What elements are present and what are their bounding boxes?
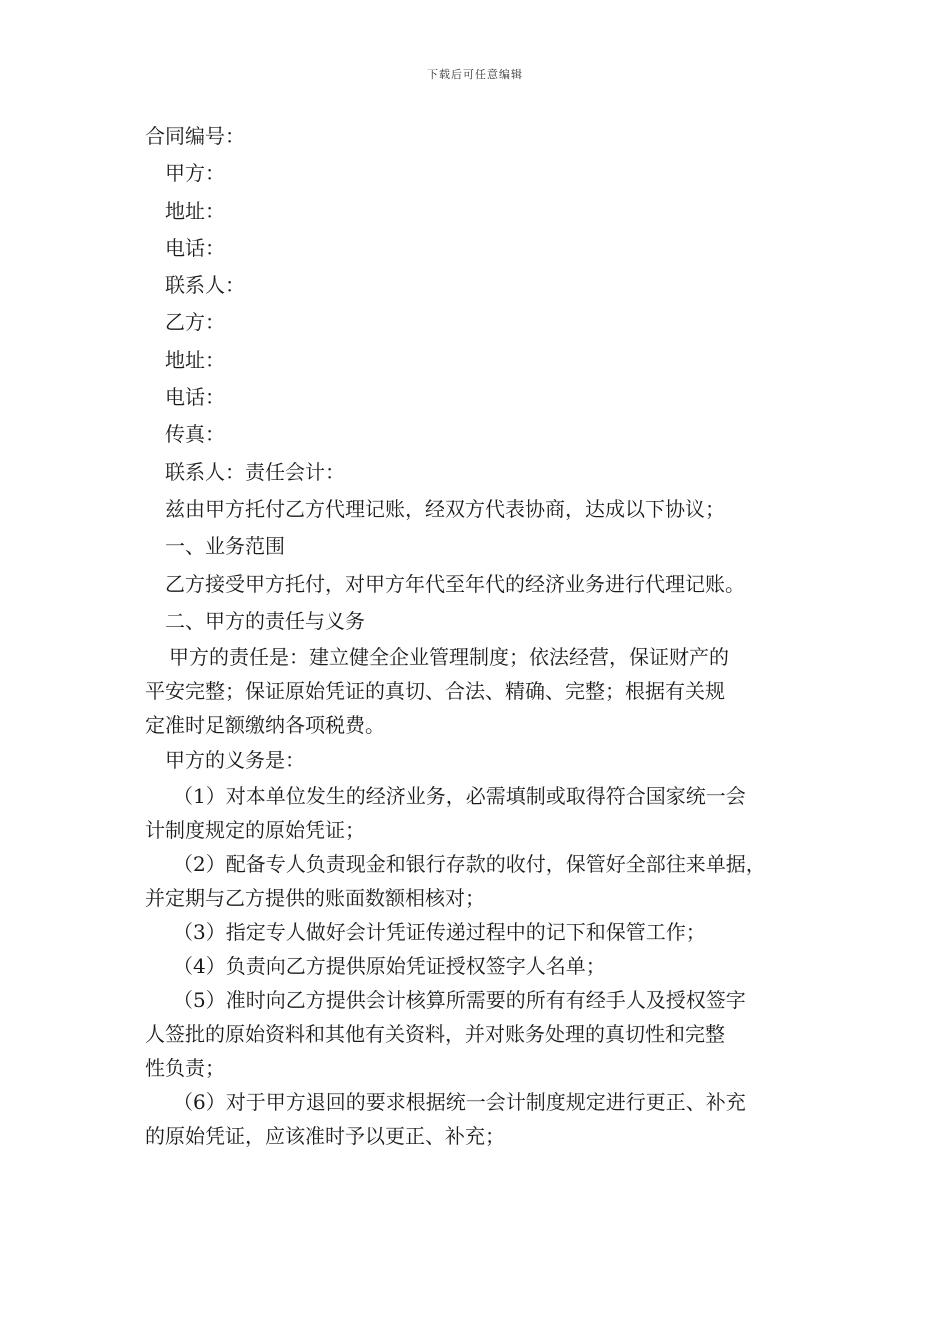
obligation-item-2 bbox=[145, 847, 815, 915]
obligation-line: 计制度规定的原始凭证； bbox=[145, 818, 365, 843]
party-b-address: 地址： bbox=[165, 347, 225, 372]
party-b-title: 乙方： bbox=[165, 310, 225, 335]
obligation-item-4 bbox=[145, 949, 815, 983]
obligation-line: （1）对本单位发生的经济业务，必需填制或取得符合国家统一会 bbox=[173, 784, 746, 809]
party-a-title: 甲方： bbox=[165, 161, 225, 186]
party-a-address: 地址： bbox=[165, 198, 225, 223]
obligation-line: （5）准时向乙方提供会计核算所需要的所有有经手人及授权签字 bbox=[173, 988, 746, 1013]
party-b-phone: 电话： bbox=[165, 385, 225, 410]
party-b-fax: 传真： bbox=[165, 422, 225, 447]
obligation-line: 人签批的原始资料和其他有关资料，并对账务处理的真切性和完整 bbox=[145, 1022, 725, 1047]
party-a-contact: 联系人： bbox=[165, 273, 245, 298]
obligation-line: 并定期与乙方提供的账面数额相核对； bbox=[145, 886, 485, 911]
party-a-responsibility-paragraph bbox=[145, 640, 815, 742]
obligation-line: （4）负责向乙方提供原始凭证授权签字人名单； bbox=[173, 954, 606, 979]
obligation-item-6 bbox=[145, 1085, 815, 1153]
obligation-item-5 bbox=[145, 983, 815, 1085]
responsibility-line: 甲方的责任是：建立健全企业管理制度；依法经营，保证财产的 bbox=[169, 645, 729, 670]
party-a-phone: 电话： bbox=[165, 235, 225, 260]
page-header-note: 下载后可任意编辑 bbox=[427, 68, 523, 81]
obligation-heading: 甲方的义务是： bbox=[165, 748, 305, 773]
obligation-line: （3）指定专人做好会计凭证传递过程中的记下和保管工作； bbox=[173, 920, 706, 945]
section-2-heading: 二、甲方的责任与义务 bbox=[165, 608, 365, 633]
obligation-line: （6）对于甲方退回的要求根据统一会计制度规定进行更正、补充 bbox=[173, 1090, 746, 1115]
contract-body bbox=[145, 118, 815, 1153]
responsibility-line: 平安完整；保证原始凭证的真切、合法、精确、完整；根据有关规 bbox=[145, 679, 725, 704]
obligation-item-3 bbox=[145, 915, 815, 949]
party-b-contact: 联系人：责任会计： bbox=[165, 459, 345, 484]
obligation-line: 的原始凭证，应该准时予以更正、补充； bbox=[145, 1124, 505, 1149]
section-1-heading: 一、业务范围 bbox=[165, 534, 285, 559]
responsibility-line: 定准时足额缴纳各项税费。 bbox=[145, 713, 385, 738]
obligation-line: 性负责； bbox=[145, 1056, 225, 1081]
contract-number-label: 合同编号： bbox=[145, 124, 245, 148]
contract-intro: 兹由甲方托付乙方代理记账，经双方代表协商，达成以下协议； bbox=[165, 496, 725, 521]
obligation-item-1 bbox=[145, 779, 815, 847]
obligation-line: （2）配备专人负责现金和银行存款的收付，保管好全部往来单据， bbox=[173, 852, 766, 877]
section-1-text: 乙方接受甲方托付，对甲方年代至年代的经济业务进行代理记账。 bbox=[165, 571, 745, 596]
